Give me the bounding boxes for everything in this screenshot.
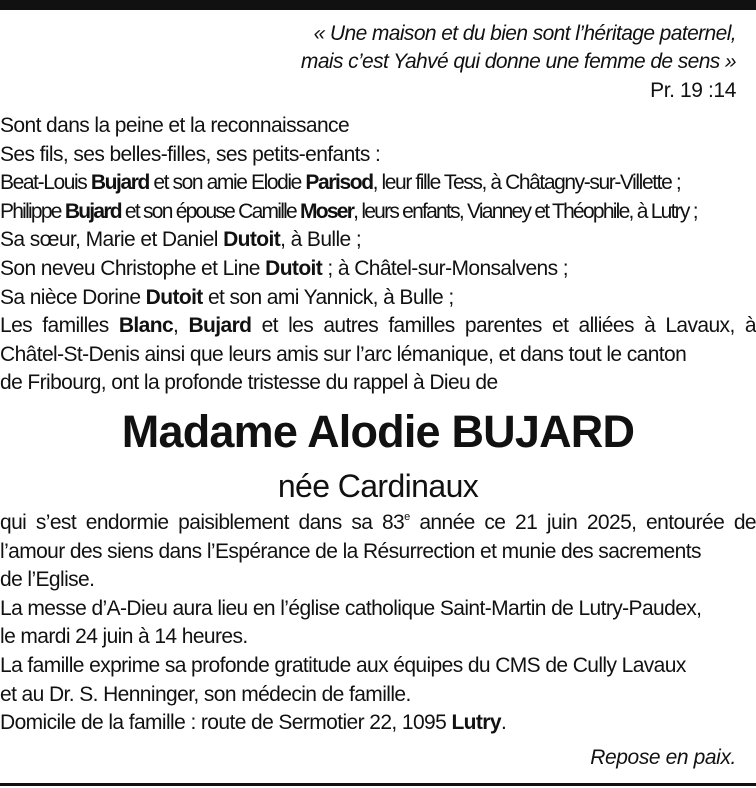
families-rest: et les autres familles parentes et alliées à Lavaux, à <box>251 314 756 338</box>
domicile-line <box>0 709 756 738</box>
son2-partner-text: et son épouse Camille <box>120 199 301 223</box>
epigraph-line-2: mais c’est Yahvé qui donne une femme de sens » <box>300 50 736 73</box>
death-text: qui s’est endormie paisiblement dans sa 83 <box>0 511 405 534</box>
family-nephew <box>0 255 756 284</box>
epigraph-reference: Pr. 19 :14 <box>650 79 736 102</box>
details-section <box>0 509 756 738</box>
ordinal-superscript: e <box>404 511 410 523</box>
closing-phrase: Repose en paix. <box>590 746 736 769</box>
mass-line-2: le mardi 24 juin à 14 heures. <box>0 625 248 649</box>
family-niece <box>0 284 756 313</box>
gratitude-line-2: et au Dr. S. Henninger, son médecin de famille. <box>0 682 411 706</box>
families-line-1 <box>0 312 756 341</box>
niece-text: Sa nièce Dorine <box>0 285 146 309</box>
mass-line-1: La messe d’A-Dieu aura lieu en l’église catholique Saint-Martin de Lutry-Paudex, <box>0 596 702 620</box>
son2-rest: , leurs enfants, Vianney et Théophile, à Lutry ; <box>353 199 697 223</box>
family-son-1 <box>0 169 756 198</box>
son1-partner-text: et son amie Elodie <box>148 171 306 195</box>
son2-first-name: Philippe <box>0 199 65 223</box>
family-sister <box>0 226 756 255</box>
mourners-section <box>0 112 756 398</box>
sister-text: Sa sœur, Marie et Daniel <box>0 228 224 252</box>
families-surname-2: Bujard <box>188 314 252 338</box>
families-text: Les familles <box>0 314 119 338</box>
death-line-3: de l’Eglise. <box>0 568 95 592</box>
nephew-text: Son neveu Christophe et Line <box>0 256 266 280</box>
nephew-place: ; à Châtel-sur-Monsalvens ; <box>322 256 568 280</box>
son2-partner-surname: Moser <box>300 199 354 223</box>
gratitude-line-1: La famille exprime sa profonde gratitude aux équipes du CMS de Cully Lavaux <box>0 653 686 677</box>
families-separator: , <box>173 314 189 338</box>
epigraph-quote <box>301 20 736 76</box>
nephew-surname: Dutoit <box>265 256 323 280</box>
deceased-name: Madame Alodie BUJARD <box>121 406 635 457</box>
son2-surname: Bujard <box>64 199 121 223</box>
niece-surname: Dutoit <box>145 285 203 309</box>
family-son-2 <box>0 198 756 227</box>
domicile-town: Lutry <box>451 711 501 735</box>
son1-surname: Bujard <box>90 171 149 195</box>
families-line-2: Châtel-St-Denis ainsi que leurs amis sur l’arc lémanique, et dans tout le canton <box>0 342 687 366</box>
son1-partner-surname: Parisod <box>305 171 373 195</box>
families-line-3: de Fribourg, ont la profonde tristesse du rappel à Dieu de <box>0 371 498 395</box>
epigraph-line-1: « Une maison et du bien sont l’héritage paternel, <box>313 22 736 45</box>
son1-first-name: Beat-Louis <box>0 171 91 195</box>
bottom-rule <box>0 783 756 786</box>
domicile-period: . <box>500 711 507 735</box>
intro-line-1: Sont dans la peine et la reconnaissance <box>0 114 350 137</box>
intro-line-2: Ses fils, ses belles-filles, ses petits-enfants : <box>0 142 381 166</box>
death-line-2: l’amour des siens dans l’Espérance de la Résurrection et munie des sacrements <box>0 539 701 563</box>
sister-surname: Dutoit <box>223 228 281 252</box>
son1-rest: , leur fille Tess, à Châtagny-sur-Villette ; <box>372 171 681 195</box>
families-surname-1: Blanc <box>118 314 174 338</box>
deceased-birth-name: née Cardinaux <box>277 468 479 504</box>
death-line-1 <box>0 509 756 538</box>
top-rule <box>0 0 756 10</box>
domicile-address: Domicile de la famille : route de Sermotier 22, 1095 <box>0 711 452 735</box>
sister-place: , à Bulle ; <box>280 228 362 252</box>
niece-place: et son ami Yannick, à Bulle ; <box>202 285 454 309</box>
death-date-text: année ce 21 juin 2025, entourée de <box>409 511 756 534</box>
